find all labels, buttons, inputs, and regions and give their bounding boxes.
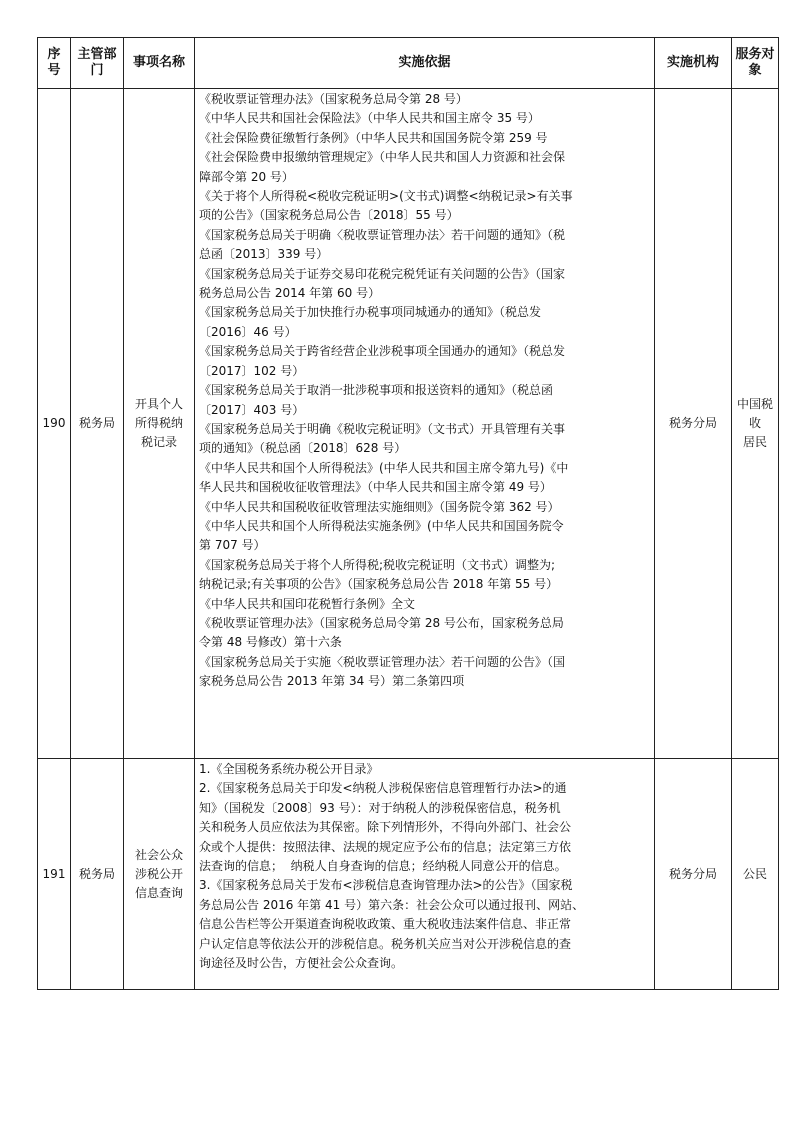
cell-basis	[195, 89, 655, 759]
basis-line: 《中华人民共和国税收征收管理法实施细则》（国务院令第 362 号）	[199, 499, 560, 514]
basis-line: 《国家税务总局关于实施〈税收票证管理办法〉若干问题的公告》（国	[199, 654, 566, 669]
header-basis	[195, 38, 655, 89]
header-row	[38, 38, 779, 89]
service-target: 中国税收 居民	[736, 397, 773, 449]
cell-org	[655, 759, 732, 990]
service-items-table	[37, 37, 779, 990]
basis-line: 《中华人民共和国个人所得税法》(中华人民共和国主席令第九号)《中	[199, 460, 569, 475]
cell-target	[732, 89, 779, 759]
header-dept-text: 主管部 门	[77, 47, 117, 78]
basis-line: 总函〔2013〕339 号）	[199, 247, 329, 262]
cell-org	[655, 89, 732, 759]
cell-name	[124, 89, 195, 759]
basis-line: 2.《国家税务总局关于印发<纳税人涉税保密信息管理暂行办法>的通	[199, 781, 567, 796]
basis-line: 《社会保险费征缴暂行条例》（中华人民共和国国务院令第 259 号	[199, 130, 548, 145]
cell-dept	[71, 89, 124, 759]
basis-line: 法查询的信息； 纳税人自身查询的信息；经纳税人同意公开的信息。	[199, 859, 567, 874]
header-dept	[71, 38, 124, 89]
cell-no	[38, 759, 71, 990]
basis-line: 《税收票证管理办法》（国家税务总局令第 28 号）	[199, 92, 468, 106]
agency: 税务分局	[668, 416, 717, 430]
basis-line: 〔2017〕102 号）	[199, 363, 305, 378]
basis-line: 《国家税务总局关于跨省经营企业涉税事项全国通办的通知》（税总发	[199, 344, 566, 359]
header-target	[732, 38, 779, 89]
department: 税务局	[78, 866, 115, 881]
header-no-text: 序 号	[47, 47, 61, 78]
basis-line: 《中华人民共和国印花税暂行条例》全文	[199, 596, 416, 611]
basis-line: 众或个人提供：按照法律、法规的规定应予公布的信息；法定第三方依	[199, 839, 572, 854]
basis-line: 第 707 号）	[199, 538, 266, 553]
basis-line: 关和税务人员应依法为其保密。除下列情形外，不得向外部门、社会公	[199, 820, 572, 835]
cell-target	[732, 759, 779, 990]
header-basis-text: 实施依据	[398, 55, 451, 70]
header-no	[38, 38, 71, 89]
basis-line: 项的通知》（税总函〔2018〕628 号）	[199, 441, 407, 456]
item-name: 开具个人 所得税纳 税记录	[134, 397, 183, 449]
basis-line: 家税务总局公告 2013 年第 34 号）第二条第四项	[199, 674, 465, 689]
department: 税务局	[78, 416, 115, 430]
basis-line: 户认定信息等依法公开的涉税信息。税务机关应当对公开涉税信息的查	[199, 936, 572, 951]
agency: 税务分局	[668, 866, 717, 881]
basis-line: 令第 48 号修改）第十六条	[199, 635, 342, 650]
header-org	[655, 38, 732, 89]
basis-line: 信息公告栏等公开渠道查询税收政策、重大税收违法案件信息、非正常	[199, 917, 572, 932]
basis-line: 《国家税务总局关于取消一批涉税事项和报送资料的通知》（税总函	[199, 383, 554, 398]
basis-line: 纳税记录;有关事项的公告》（国家税务总局公告 2018 年第 55 号）	[199, 577, 559, 592]
header-org-text: 实施机构	[666, 55, 719, 70]
basis-line: 《国家税务总局关于明确《税收完税证明》（文书式）开具管理有关事	[199, 421, 566, 436]
cell-basis	[195, 759, 655, 990]
header-target-text: 服务对象	[735, 47, 775, 78]
basis-line: 1.《全国税务系统办税公开目录》	[199, 762, 379, 776]
basis-line: 〔2017〕403 号）	[199, 402, 305, 417]
service-target: 公民	[742, 866, 767, 881]
row-number: 191	[42, 866, 66, 881]
basis-line: 税务总局公告 2014 年第 60 号）	[199, 286, 381, 301]
row-number: 190	[42, 416, 66, 430]
cell-no	[38, 89, 71, 759]
basis-line: 知》（国税发〔2008〕93 号）：对于纳税人的涉税保密信息，税务机	[199, 800, 561, 815]
basis-list	[199, 90, 651, 692]
basis-line: 《国家税务总局关于证券交易印花税完税凭证有关问题的公告》（国家	[199, 266, 566, 281]
cell-dept	[71, 759, 124, 990]
basis-line: 〔2016〕46 号）	[199, 324, 297, 339]
basis-line: 《社会保险费申报缴纳管理规定》（中华人民共和国人力资源和社会保	[199, 150, 566, 165]
table-row	[38, 759, 779, 990]
basis-list	[199, 760, 651, 973]
basis-line: 《关于将个人所得税<税收完税证明>(文书式)调整<纳税记录>有关事	[199, 189, 573, 204]
header-name-text: 事项名称	[132, 55, 185, 70]
header-name	[124, 38, 195, 89]
basis-line: 《国家税务总局关于将个人所得税;税收完税证明（文书式）调整为;	[199, 557, 556, 572]
cell-name	[124, 759, 195, 990]
basis-line: 3.《国家税务总局关于发布<涉税信息查询管理办法>的公告》（国家税	[199, 878, 573, 893]
basis-line: 项的公告》（国家税务总局公告〔2018〕55 号）	[199, 208, 459, 223]
basis-line: 询途径及时公告，方便社会公众查询。	[199, 956, 404, 971]
basis-line: 《国家税务总局关于明确〈税收票证管理办法〉若干问题的通知》（税	[199, 227, 566, 242]
basis-line: 《税收票证管理办法》（国家税务总局令第 28 号公布，国家税务总局	[199, 615, 564, 630]
basis-line: 《中华人民共和国社会保险法》（中华人民共和国主席令 35 号）	[199, 111, 540, 126]
basis-line: 华人民共和国税收征收管理法》（中华人民共和国主席令第 49 号）	[199, 480, 552, 495]
item-name: 社会公众 涉税公开 信息查询	[134, 847, 183, 900]
basis-line: 《国家税务总局关于加快推行办税事项同城通办的通知》（税总发	[199, 305, 542, 320]
basis-line: 《中华人民共和国个人所得税法实施条例》(中华人民共和国国务院令	[199, 518, 564, 533]
table-row	[38, 89, 779, 759]
basis-line: 障部令第 20 号）	[199, 169, 294, 184]
basis-line: 务总局公告 2016 年第 41 号）第六条：社会公众可以通过报刊、网站、	[199, 897, 585, 912]
